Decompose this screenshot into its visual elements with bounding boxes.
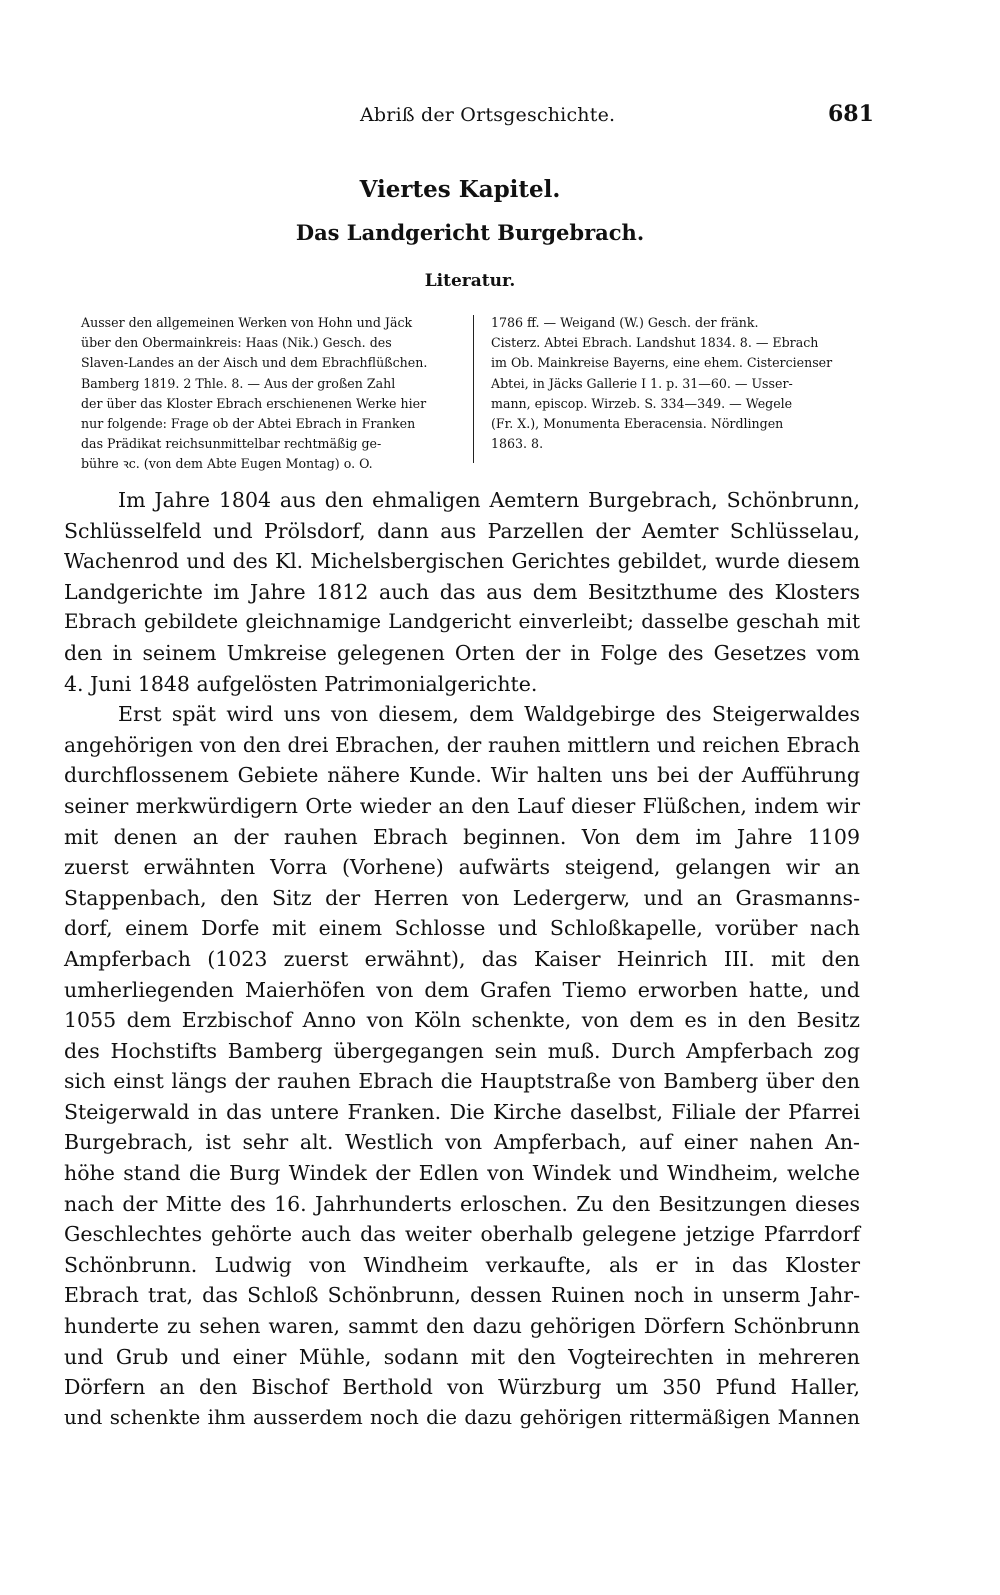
chapter-title: Viertes Kapitel. [359,176,561,203]
body-line: Ebrach trat, das Schloß Schönbrunn, dessen Ruinen noch in unserm Jahr- [64,1283,860,1308]
body-line: dorf, einem Dorfe mit einem Schlosse und Schloßkapelle, vorüber nach [64,916,860,941]
body-line: sich einst längs der rauhen Ebrach die Hauptstraße von Bamberg über den [64,1069,860,1094]
literature-heading: Literatur. [424,271,516,291]
literature-line: 1786 ff. — Weigand (W.) Gesch. der fränk. [491,315,759,330]
body-line: Burgebrach, ist sehr alt. Westlich von Ampferbach, auf einer nahen An- [64,1130,860,1155]
body-line: Steigerwald in das untere Franken. Die Kirche daselbst, Filiale der Pfarrei [64,1099,860,1124]
literature-line: Slaven-Landes an der Aisch und dem Ebrachflüßchen. [81,355,428,371]
section-title: Das Landgericht Burgebrach. [295,220,645,245]
running-header: Abriß der Ortsgeschichte. [360,104,616,126]
literature-line: über den Obermainkreis: Haas (Nik.) Gesch. des [81,335,392,351]
body-line: 1055 dem Erzbischof Anno von Köln schenkte, von dem es in den Besitz [64,1008,860,1033]
column-divider [473,315,474,463]
body-line: Ampferbach (1023 zuerst erwähnt), das Kaiser Heinrich III. mit den [64,946,860,971]
literature-line: Abtei, in Jäcks Gallerie I 1. p. 31—60. — Usser- [491,375,793,391]
literature-line: Bamberg 1819. 2 Thle. 8. — Aus der großen Zahl [81,375,396,391]
paragraph-first-line: Erst spät wird uns von diesem, dem Waldgebirge des Steigerwaldes [118,702,860,727]
body-line: nach der Mitte des 16. Jahrhunderts erloschen. Zu den Besitzungen dieses [64,1191,860,1216]
body-line: angehörigen von den drei Ebrachen, der rauhen mittlern und reichen Ebrach [64,732,860,757]
literature-line: im Ob. Mainkreise Bayerns, eine ehem. Cistercienser [491,355,833,371]
literature-line: Ausser den allgemeinen Werken von Hohn und Jäck [81,315,413,330]
literature-line: das Prädikat reichsunmittelbar rechtmäßig ge- [81,436,382,452]
body-line: Ebrach gebildete gleichnamige Landgericht einverleibt; dasselbe geschah mit [64,610,860,634]
body-line: höhe stand die Burg Windek der Edlen von Windek und Windheim, welche [64,1161,860,1186]
body-line: Stappenbach, den Sitz der Herren von Ledergerw, und an Grasmanns- [64,885,860,910]
body-line: Landgerichte im Jahre 1812 auch das aus dem Besitzthume des Klosters [64,579,860,604]
body-line: Dörfern an den Bischof Berthold von Würzburg um 350 Pfund Haller, [64,1375,860,1400]
literature-line: (Fr. X.), Monumenta Eberacensia. Nördlingen [491,416,784,432]
literature-line: Cisterz. Abtei Ebrach. Landshut 1834. 8. — Ebrach [491,335,819,351]
body-line: seiner merkwürdigern Orte wieder an den Lauf dieser Flüßchen, indem wir [64,793,860,818]
literature-line: nur folgende: Frage ob der Abtei Ebrach in Franken [81,416,416,432]
body-line: Geschlechtes gehörte auch das weiter oberhalb gelegene jetzige Pfarrdorf [64,1222,860,1247]
body-line: und Grub und einer Mühle, sodann mit den Vogteirechten in mehreren [64,1344,860,1369]
literature-line: der über das Kloster Ebrach erschienenen Werke hier [81,395,427,411]
body-line: des Hochstifts Bamberg übergegangen sein muß. Durch Ampferbach zog [64,1038,860,1063]
body-line: umherliegenden Maierhöfen von dem Grafen Tiemo erworben hatte, und [64,977,860,1002]
body-text [64,485,860,1433]
literature-line: bühre ꝛc. (von dem Abte Eugen Montag) o. O. [81,456,373,472]
literature-column-right [491,313,871,454]
literature-column-left [81,313,459,475]
paragraph-last-line: 4. Juni 1848 aufgelösten Patrimonialgerichte. [64,671,538,696]
page-number: 681 [828,101,874,127]
body-line: zuerst erwähnten Vorra (Vorhene) aufwärts steigend, gelangen wir an [64,855,860,880]
body-line: Wachenrod und des Kl. Michelsbergischen Gerichtes gebildet, wurde diesem [64,549,860,574]
body-line: den in seinem Umkreise gelegenen Orten der in Folge des Gesetzes vom [64,640,860,665]
body-line: Schönbrunn. Ludwig von Windheim verkaufte, als er in das Kloster [64,1252,860,1277]
body-line: Schlüsselfeld und Prölsdorf, dann aus Parzellen der Aemter Schlüsselau, [64,518,860,543]
body-line: durchflossenem Gebiete nähere Kunde. Wir halten uns bei der Aufführung [64,763,860,788]
body-line: hunderte zu sehen waren, sammt den dazu gehörigen Dörfern Schönbrunn [64,1314,860,1339]
literature-line: 1863. 8. [491,436,544,452]
literature-line: mann, episcop. Wirzeb. S. 334—349. — Wegele [491,395,793,411]
paragraph-first-line: Im Jahre 1804 aus den ehmaligen Aemtern Burgebrach, Schönbrunn, [118,488,860,512]
body-line: mit denen an der rauhen Ebrach beginnen. Von dem im Jahre 1109 [64,824,860,849]
body-line: und schenkte ihm ausserdem noch die dazu gehörigen rittermäßigen Mannen [64,1405,860,1429]
